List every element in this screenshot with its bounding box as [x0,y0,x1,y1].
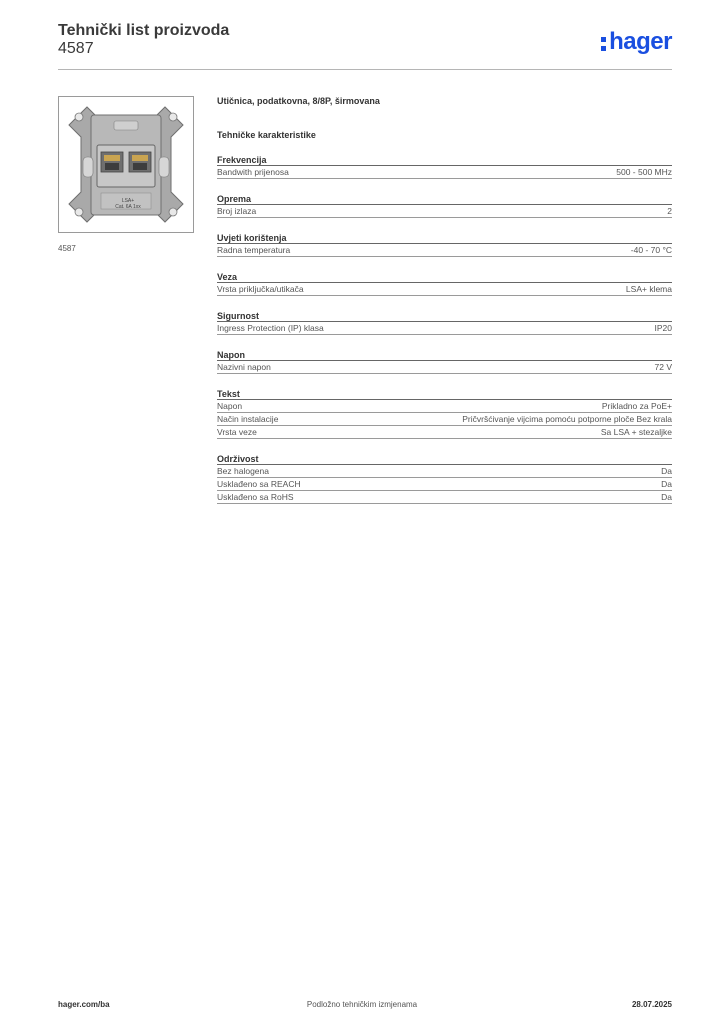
footer-website[interactable]: hager.com/ba [58,1000,110,1009]
spec-label: Ingress Protection (IP) klasa [217,323,324,333]
spec-value: Prikladno za PoE+ [601,401,672,411]
spec-group-title: Frekvencija [217,154,672,166]
spec-row [217,205,672,218]
product-code: 4587 [58,40,94,57]
spec-group-title: Sigurnost [217,310,672,322]
spec-value: Pričvršćivanje vijcima pomoću potporne ploče Bez krala [462,414,672,424]
spec-label: Bandwith prijenosa [217,167,289,177]
spec-value: 2 [667,206,672,216]
spec-row [217,322,672,335]
spec-row [217,244,672,257]
document-title: Tehnički list proizvoda [58,22,230,39]
product-image [58,96,194,233]
spec-groups [217,154,672,504]
logo-text: hager [609,28,672,55]
footer-date: 28.07.2025 [631,1000,672,1009]
spec-value: IP20 [654,323,672,333]
image-caption: 4587 [58,244,76,253]
spec-label: Broj izlaza [217,206,257,216]
spec-label: Bez halogena [217,466,269,476]
product-title: Utičnica, podatkovna, 8/8P, širmovana [217,96,380,106]
spec-row [217,400,672,413]
spec-group [217,154,672,179]
spec-group-title: Uvjeti korištenja [217,232,672,244]
spec-row [217,413,672,426]
spec-value: LSA+ klema [625,284,672,294]
spec-group [217,349,672,374]
spec-value: Da [661,479,672,489]
spec-value: Da [661,466,672,476]
image-label-line2: Cat. 6A 1xx [115,204,141,210]
spec-value: -40 - 70 °C [630,245,672,255]
spec-row [217,491,672,504]
spec-label: Vrsta veze [217,427,257,437]
spec-row [217,361,672,374]
spec-row [217,465,672,478]
spec-group [217,453,672,504]
spec-group-title: Napon [217,349,672,361]
hager-logo [601,26,672,58]
spec-value: Sa LSA + stezaljke [600,427,672,437]
spec-label: Radna temperatura [217,245,291,255]
spec-row [217,166,672,179]
logo-dots-icon [601,37,606,51]
spec-group [217,232,672,257]
page-header [58,20,672,70]
spec-row [217,283,672,296]
spec-group [217,310,672,335]
spec-label: Usklađeno sa RoHS [217,492,294,502]
spec-row [217,426,672,439]
spec-content [217,96,672,504]
spec-value: Da [661,492,672,502]
spec-group [217,271,672,296]
spec-label: Usklađeno sa REACH [217,479,301,489]
footer-note: Podložno tehničkim izmjenama [306,1000,418,1009]
spec-group-title: Oprema [217,193,672,205]
spec-group-title: Veza [217,271,672,283]
spec-label: Način instalacije [217,414,279,424]
spec-label: Napon [217,401,243,411]
spec-label: Nazivni napon [217,362,271,372]
spec-group-title: Tekst [217,388,672,400]
spec-row [217,478,672,491]
spec-value: 72 V [654,362,672,372]
spec-label: Vrsta priključka/utikača [217,284,304,294]
socket-illustration [59,97,193,232]
spec-value: 500 - 500 MHz [616,167,672,177]
spec-group [217,388,672,439]
image-label-line1: LSA+ [121,198,135,204]
spec-group [217,193,672,218]
spec-group-title: Održivost [217,453,672,465]
section-heading: Tehničke karakteristike [217,130,316,140]
